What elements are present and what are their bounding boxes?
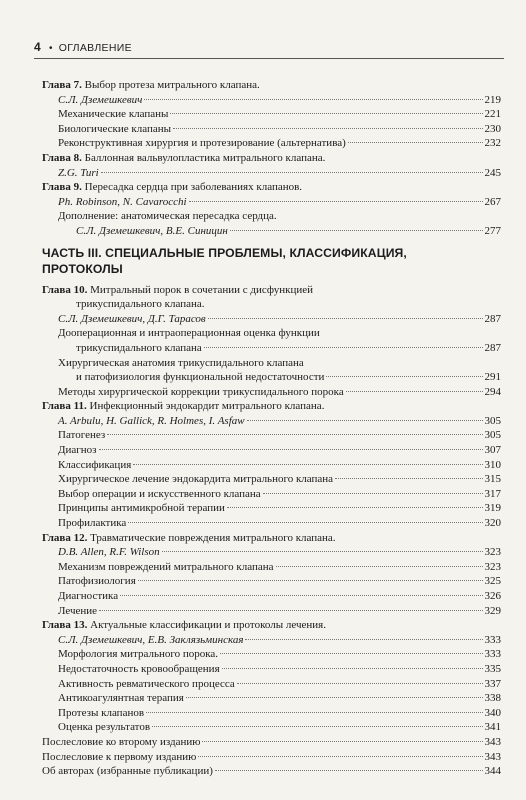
- chapter-7-heading: Глава 7. Выбор протеза митрального клапана.: [42, 79, 260, 91]
- toc-entry: трикуспидального клапана 287: [76, 341, 501, 354]
- toc-entry: Оценка результатов 341: [58, 721, 501, 734]
- toc-entry: Биологические клапаны 230: [58, 122, 501, 135]
- page-number: 4: [34, 40, 41, 54]
- toc-entry: Дооперационная и интраоперационная оценка функции: [58, 327, 320, 340]
- toc-entry: Послесловие ко второму изданию 343: [42, 735, 501, 748]
- toc-entry: Морфология митрального порока. 333: [58, 648, 501, 661]
- running-header: [34, 40, 504, 54]
- chapter-8-heading: Глава 8. Баллонная вальвулопластика митрального клапана.: [42, 151, 326, 164]
- toc-entry: Диагностика 326: [58, 590, 501, 602]
- toc-entry: A. Arbulu, H. Gallick, R. Holmes, I. Asfaw 305: [58, 414, 501, 427]
- toc-entry: С.Л. Дземешкевич 219: [58, 93, 501, 106]
- toc-entry: Классификация 310: [58, 458, 501, 471]
- table-of-contents: [42, 78, 501, 779]
- toc-entry: С.Л. Дземешкевич, В.Е. Синицин 277: [76, 224, 501, 237]
- toc-entry: Дополнение: анатомическая пересадка сердца.: [58, 210, 277, 223]
- part-3-heading: ЧАСТЬ III. СПЕЦИАЛЬНЫЕ ПРОБЛЕМЫ, КЛАССИФИКАЦИЯ, ПРОТОКОЛЫ: [42, 245, 407, 276]
- toc-entry: Лечение 329: [58, 604, 501, 617]
- toc-entry: Патогенез 305: [58, 429, 501, 442]
- toc-entry: С.Л. Дземешкевич, Е.В. Заклязьминская 333: [58, 633, 501, 646]
- toc-entry: Методы хирургической коррекции трикуспидального порока 294: [58, 385, 501, 398]
- toc-entry: Z.G. Turi 245: [58, 166, 501, 179]
- toc-entry: Механизм повреждений митрального клапана 323: [58, 560, 501, 573]
- toc-entry: Механические клапаны 221: [58, 108, 501, 121]
- toc-entry: и патофизиология функциональной недостаточности 291: [76, 371, 501, 384]
- toc-entry: Протезы клапанов 340: [58, 706, 501, 719]
- chapter-11-heading: Глава 11. Инфекционный эндокардит митрального клапана.: [42, 400, 325, 413]
- toc-entry: Хирургическая анатомия трикуспидального клапана: [58, 356, 304, 369]
- toc-entry: Активность ревматического процесса 337: [58, 677, 501, 690]
- section-title: ОГЛАВЛЕНИЕ: [58, 42, 132, 54]
- toc-entry: Выбор операции и искусственного клапана 317: [58, 487, 501, 500]
- toc-entry: С.Л. Дземешкевич, Д.Г. Тарасов 287: [58, 312, 501, 325]
- header-rule: [34, 58, 504, 59]
- header-bullet: •: [48, 43, 53, 54]
- toc-entry: D.B. Allen, R.F. Wilson 323: [58, 546, 501, 559]
- toc-entry: Диагноз 307: [58, 444, 501, 457]
- toc-entry: Ph. Robinson, N. Cavarocchi 267: [58, 195, 501, 208]
- toc-entry: Послесловие к первому изданию 343: [42, 750, 501, 763]
- toc-entry: Патофизиология 325: [58, 575, 501, 588]
- chapter-9-heading: Глава 9. Пересадка сердца при заболеваниях клапанов.: [42, 181, 303, 194]
- toc-entry: Об авторах (избранные публикации) 344: [42, 765, 501, 778]
- toc-entry: Антикоагулянтная терапия 338: [58, 692, 501, 705]
- chapter-10-heading-cont: трикуспидального клапана.: [76, 298, 205, 311]
- chapter-12-heading: Глава 12. Травматические повреждения митрального клапана.: [42, 531, 336, 544]
- toc-entry: Хирургическое лечение эндокардита митрального клапана 315: [58, 473, 501, 486]
- toc-entry: Реконструктивная хирургия и протезирование (альтернатива) 232: [58, 137, 501, 150]
- chapter-13-heading: Глава 13. Актуальные классификации и протоколы лечения.: [42, 619, 326, 632]
- toc-entry: Профилактика 320: [58, 517, 501, 530]
- toc-entry: Принципы антимикробной терапии 319: [58, 502, 501, 515]
- toc-entry: Недостаточность кровообращения 335: [58, 662, 501, 675]
- chapter-10-heading: Глава 10. Митральный порок в сочетании с дисфункцией: [42, 283, 314, 296]
